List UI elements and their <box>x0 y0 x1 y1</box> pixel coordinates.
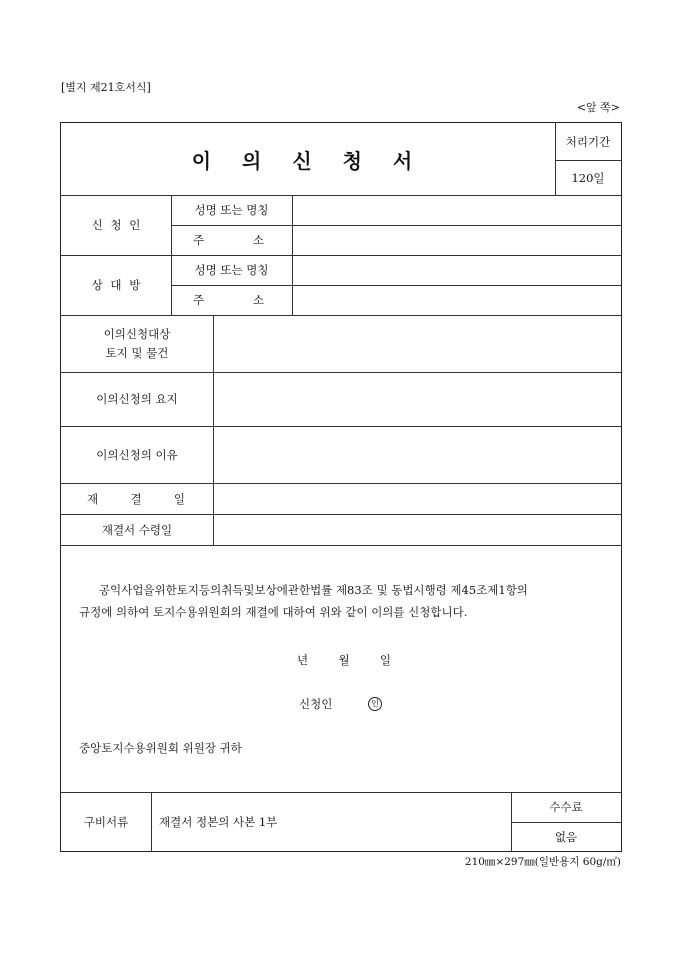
counterparty-label: 상 대 방 <box>91 278 141 292</box>
statement-line-2: 규정에 의하여 토지수용위원회의 재결에 대하여 위와 같이 이의를 신청합니다. <box>79 605 468 619</box>
counterparty-address-field[interactable] <box>292 285 621 315</box>
counterparty-address-label <box>171 285 292 315</box>
receipt-date-field[interactable] <box>213 514 621 545</box>
processing-period-value: 120일 <box>571 170 605 185</box>
objection-target-line2: 토지 및 물건 <box>105 345 169 360</box>
address-char-1: 주 <box>193 293 205 307</box>
applicant-address-field[interactable] <box>292 225 621 255</box>
address-char-2: 소 <box>252 293 264 307</box>
applicant-address-label <box>171 225 292 255</box>
applicant-name-label: 성명 또는 명칭 <box>194 203 269 217</box>
required-documents-label: 구비서류 <box>83 815 129 829</box>
decision-date-label <box>61 483 213 514</box>
objection-target-label <box>61 315 213 372</box>
statement-line-1: 공익사업을위한토지등의취득및보상에관한법률 제83조 및 동법시행령 제45조제1항의 <box>99 583 528 597</box>
address-char-2: 소 <box>252 233 264 247</box>
counterparty-name-label: 성명 또는 명칭 <box>194 263 269 277</box>
processing-period-label: 처리기간 <box>565 134 611 149</box>
counterparty-name-field[interactable] <box>292 255 621 285</box>
applicant-name-field[interactable] <box>292 195 621 225</box>
fee-value: 없음 <box>554 830 578 844</box>
decision-date-char-1: 재 <box>87 491 99 506</box>
paper-spec: 210㎜×297㎜(일반용지 60g/㎡) <box>464 856 621 868</box>
page-side-label: <앞 쪽> <box>576 101 620 114</box>
applicant-label: 신 청 인 <box>91 218 141 232</box>
objection-reason-label: 이의신청의 이유 <box>96 447 178 462</box>
address-char-1: 주 <box>193 233 205 247</box>
day-label: 일 <box>379 653 391 667</box>
addressee: 중앙토지수용위원회 위원장 귀하 <box>79 741 242 755</box>
objection-gist-label: 이의신청의 요지 <box>96 392 178 406</box>
signer-label: 신청인 <box>299 697 333 711</box>
month-label: 월 <box>338 653 350 667</box>
objection-form <box>60 122 622 852</box>
decision-date-char-3: 일 <box>173 491 185 506</box>
receipt-date-label: 재결서 수령일 <box>101 522 173 537</box>
decision-date-char-2: 결 <box>130 491 142 506</box>
form-title: 이 의 신 청 서 <box>191 148 425 173</box>
objection-reason-field[interactable] <box>213 426 621 483</box>
decision-date-field[interactable] <box>213 483 621 514</box>
fee-label: 수수료 <box>549 800 583 814</box>
seal-mark[interactable]: 인 <box>368 697 382 711</box>
form-number-label: [별지 제21호서식] <box>61 81 151 94</box>
objection-target-line1: 이의신청대상 <box>103 326 171 341</box>
year-label: 년 <box>297 653 309 667</box>
objection-target-field[interactable] <box>213 315 621 372</box>
required-documents-value: 재결서 정본의 사본 1부 <box>159 815 278 829</box>
objection-gist-field[interactable] <box>213 372 621 426</box>
date-line <box>297 649 391 671</box>
